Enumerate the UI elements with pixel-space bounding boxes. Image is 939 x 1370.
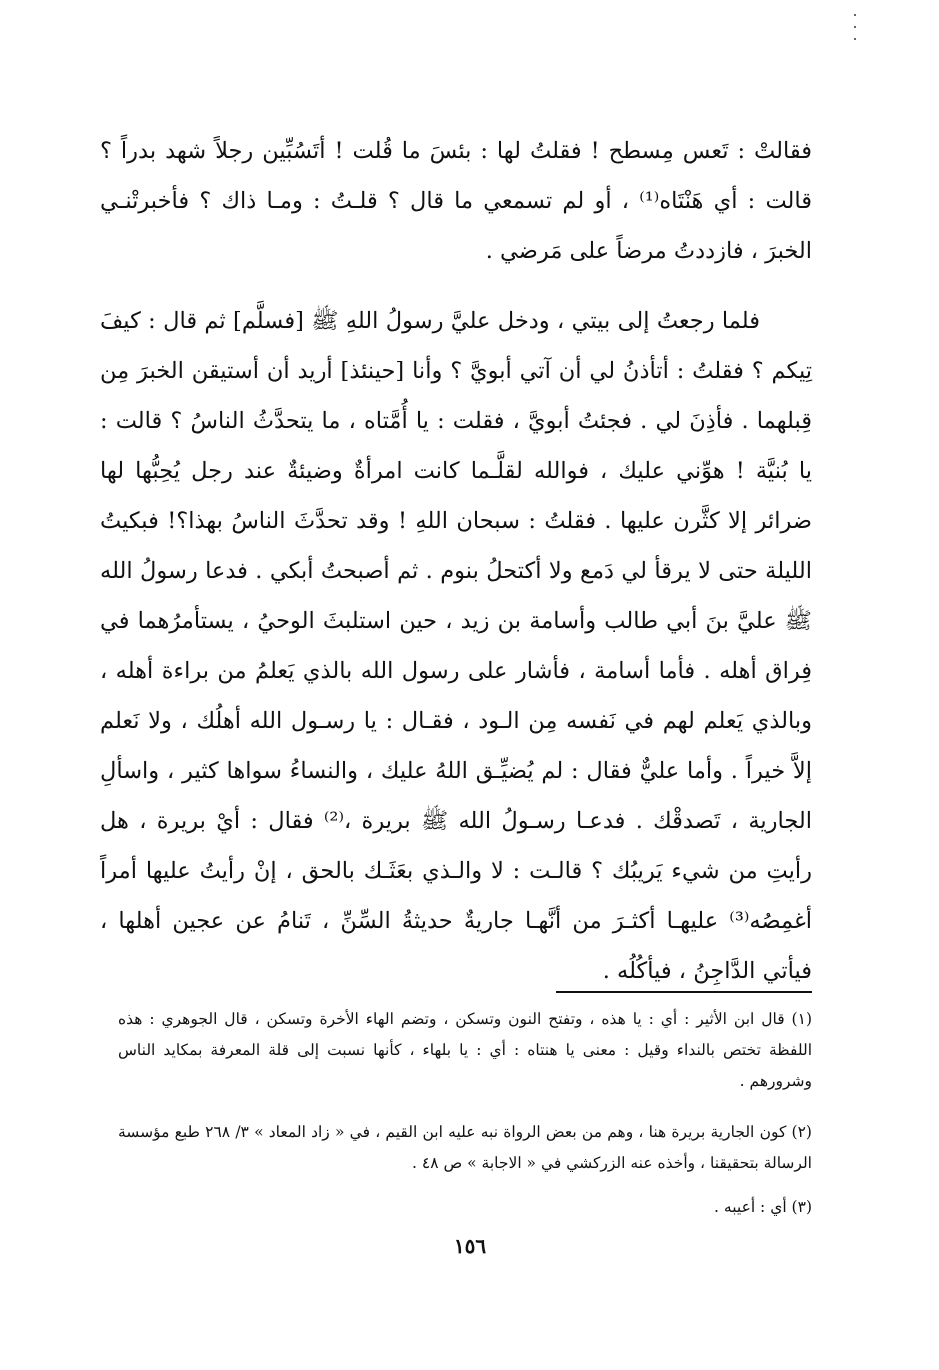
- paragraph-2: فلما رجعتُ إلى بيتي ، ودخل عليَّ رسولُ اللهِ ﷺ [فسلَّم] ثم قال : كيفَ تِيكم ؟ فقلتُ : أتأذنُ لي أن آتي أبويَّ ؟ وأنا [حينئذ] أريد أن أستيقن الخبرَ مِن قِبلهما . فأذِنَ لي . فجئتُ أبويَّ ، فقلت : يا أُمَّتاه ، ما يتحدَّثُ الناسُ ؟ قالت : يا بُنيَّة ! هوِّني عليك ، فوالله لقلَّـما كانت امرأةٌ وضيئةٌ عند رجل يُحِبُّها لها ضرائر إلا كثَّرن عليها . فقلتُ : سبحان اللهِ ! وقد تحدَّثَ الناسُ بهذا؟! فبكيتُ الليلة حتى لا يرقأ لي دَمع ولا أكتحلُ بنوم . ثم أصبحتُ أبكي . فدعا رسولُ الله ﷺ عليَّ بنَ أبي طالب وأسامة بن زيد ، حين استلبثَ الوحيُ ، يستأمرُهما في فِراق أهله . فأما أسامة ، فأشار على رسول الله بالذي يَعلمُ من براءة أهله ، وبالذي يَعلم لهم في نَفسه مِن الـود ، فقـال : يا رسـول الله أهلُك ، ولا نَعلم إلاَّ خيراً . وأما عليٌّ فقال : لم يُضيِّـق اللهُ عليك ، والنساءُ سواها كثير ، واسألِ الجارية ، تَصدقْك . فدعـا رسـولُ الله ﷺ بريرة ،⁽²⁾ فقال : أيْ بريرة ، هل رأيتِ من شيء يَريبُك ؟ قالـت : لا والـذي بعَثَـك بالحق ، إنْ رأيتُ عليها أمراً أغمِصُه⁽³⁾ عليهـا أكثـرَ من أنَّهـا جاريةٌ حديثةُ السِّنِّ ، تَنامُ عن عجين أهلها ، فيأتي الدَّاجِنُ ، فيأكُلُه .: [100, 308, 812, 984]
- footnote-2: (٢) كون الجارية بريرة هنا ، وهم من بعض الرواة نبه عليه ابن القيم ، في « زاد المعاد » ٣/ ٢٦٨ طبع مؤسسة الرسالة بتحقيقنا ، وأخذه عنه الزركشي في « الاجابة » ص ٤٨ .: [118, 1123, 812, 1172]
- footnote-divider: [556, 991, 812, 993]
- footnote-1: (١) قال ابن الأثير : أي : يا هذه ، وتفتح النون وتسكن ، وتضم الهاء الأخرة وتسكن ، قال الجوهري : هذه اللفظة تختص بالنداء وقيل : معنى يا هنتاه : أي : يا بلهاء ، كأنها نسبت إلى قلة المعرفة بمكايد الناس وشرورهم .: [118, 1010, 812, 1090]
- scan-margin-mark: [852, 14, 856, 40]
- page-number: ١٥٦: [453, 1234, 487, 1258]
- footnotes-block: [118, 1004, 812, 1223]
- footnote-3: (٣) أي : أعيبه .: [714, 1198, 812, 1216]
- main-text-block: [100, 126, 812, 996]
- paragraph-1: فقالتْ : تَعس مِسطح ! فقلتُ لها : بئسَ ما قُلت ! أتَسُبِّين رجلاً شهد بدراً ؟ قالت : أي هَنْتَاه⁽¹⁾ ، أو لم تسمعي ما قال ؟ قلـتُ : ومـا ذاك ؟ فأخبرتْنـي الخبرَ ، فازددتُ مرضاً على مَرضي .: [100, 138, 813, 264]
